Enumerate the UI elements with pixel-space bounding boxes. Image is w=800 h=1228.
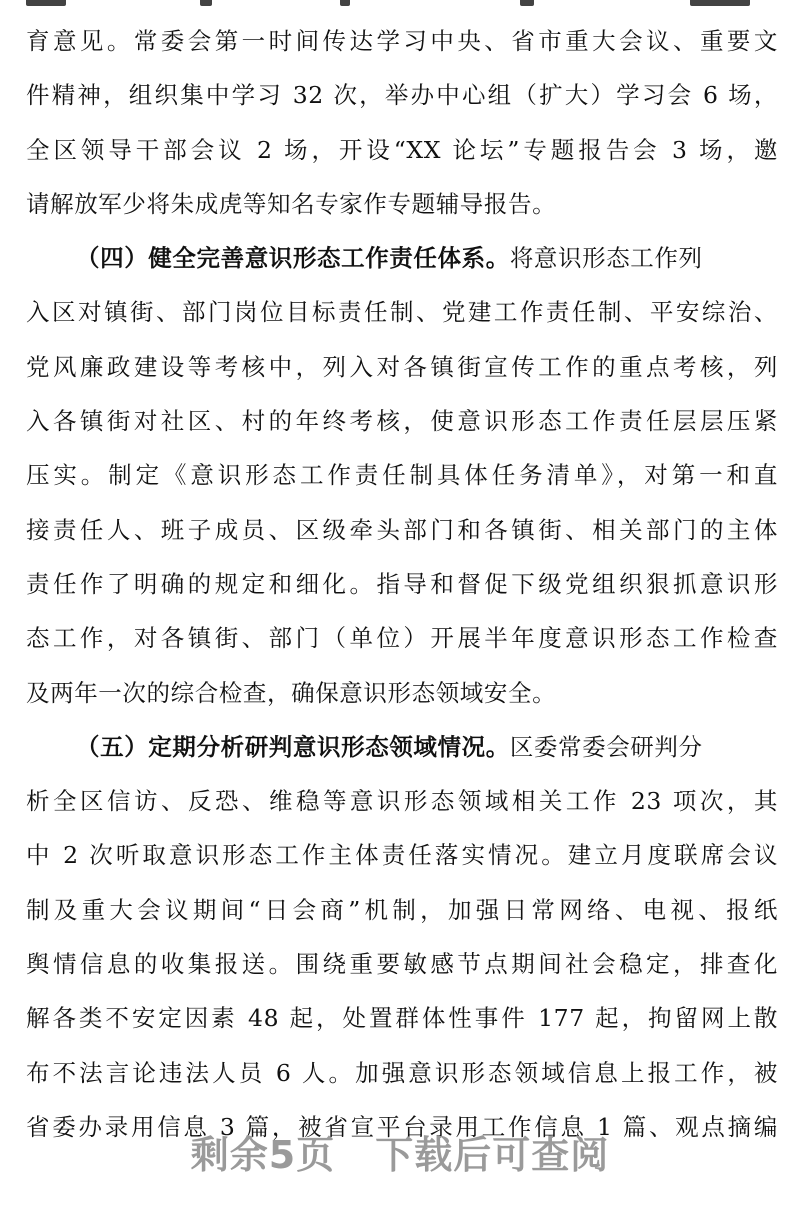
section-5-first-line <box>26 720 778 774</box>
body-line: 入各镇街对社区、村的年终考核，使意识形态工作责任层层压紧 <box>26 407 778 436</box>
body-line: 入区对镇街、部门岗位目标责任制、党建工作责任制、平安综治、 <box>26 298 778 327</box>
section-5 <box>26 720 778 1154</box>
section-4-first-line-text: 将意识形态工作列 <box>509 244 703 273</box>
body-line: 接责任人、班子成员、区级牵头部门和各镇街、相关部门的主体 <box>26 515 778 544</box>
section-5-first-line-text: 区委常委会研判分 <box>509 732 703 761</box>
body-line: 析全区信访、反恐、维稳等意识形态领域相关工作 23 项次，其 <box>26 787 778 816</box>
body-line: 布不法言论违法人员 6 人。加强意识形态领域信息上报工作，被 <box>26 1058 778 1087</box>
section-5-heading: （五）定期分析研判意识形态领域情况。 <box>76 732 510 761</box>
body-line: 舆情信息的收集报送。围绕重要敏感节点期间社会稳定，排查化 <box>26 950 778 979</box>
body-line: 制及重大会议期间“日会商”机制，加强日常网络、电视、报纸 <box>26 895 778 924</box>
body-line: 及两年一次的综合检查，确保意识形态领域安全。 <box>26 678 557 707</box>
body-line: 省委办录用信息 3 篇，被省宣平台录用工作信息 1 篇、观点摘编 <box>26 1112 778 1141</box>
download-prompt-text: 下载后可查阅 <box>375 1133 610 1177</box>
document-body <box>26 14 778 1154</box>
paragraph-intro <box>26 14 778 231</box>
body-line: 党风廉政建设等考核中，列入对各镇街宣传工作的重点考核，列 <box>26 352 778 381</box>
body-line: 压实。制定《意识形态工作责任制具体任务清单》，对第一和直 <box>26 461 778 490</box>
download-banner[interactable] <box>0 1124 800 1179</box>
body-line: 责任作了明确的规定和细化。指导和督促下级党组织狠抓意识形 <box>26 569 778 598</box>
cropped-previous-line <box>0 0 800 8</box>
body-line: 全区领导干部会议 2 场，开设“XX 论坛”专题报告会 3 场，邀 <box>26 135 778 164</box>
remaining-pages-text: 剩余5页 <box>190 1133 336 1177</box>
section-4 <box>26 231 778 720</box>
body-line: 中 2 次听取意识形态工作主体责任落实情况。建立月度联席会议 <box>26 841 778 870</box>
section-4-first-line <box>26 231 778 285</box>
body-line: 育意见。常委会第一时间传达学习中央、省市重大会议、重要文 <box>26 27 778 55</box>
body-line: 请解放军少将朱成虎等知名专家作专题辅导报告。 <box>26 189 557 218</box>
section-4-heading: （四）健全完善意识形态工作责任体系。 <box>76 244 510 273</box>
body-line: 解各类不安定因素 48 起，处置群体性事件 177 起，拘留网上散 <box>26 1004 778 1033</box>
body-line: 态工作，对各镇街、部门（单位）开展半年度意识形态工作检查 <box>26 624 778 653</box>
body-line: 件精神，组织集中学习 32 次，举办中心组（扩大）学习会 6 场， <box>26 81 778 110</box>
